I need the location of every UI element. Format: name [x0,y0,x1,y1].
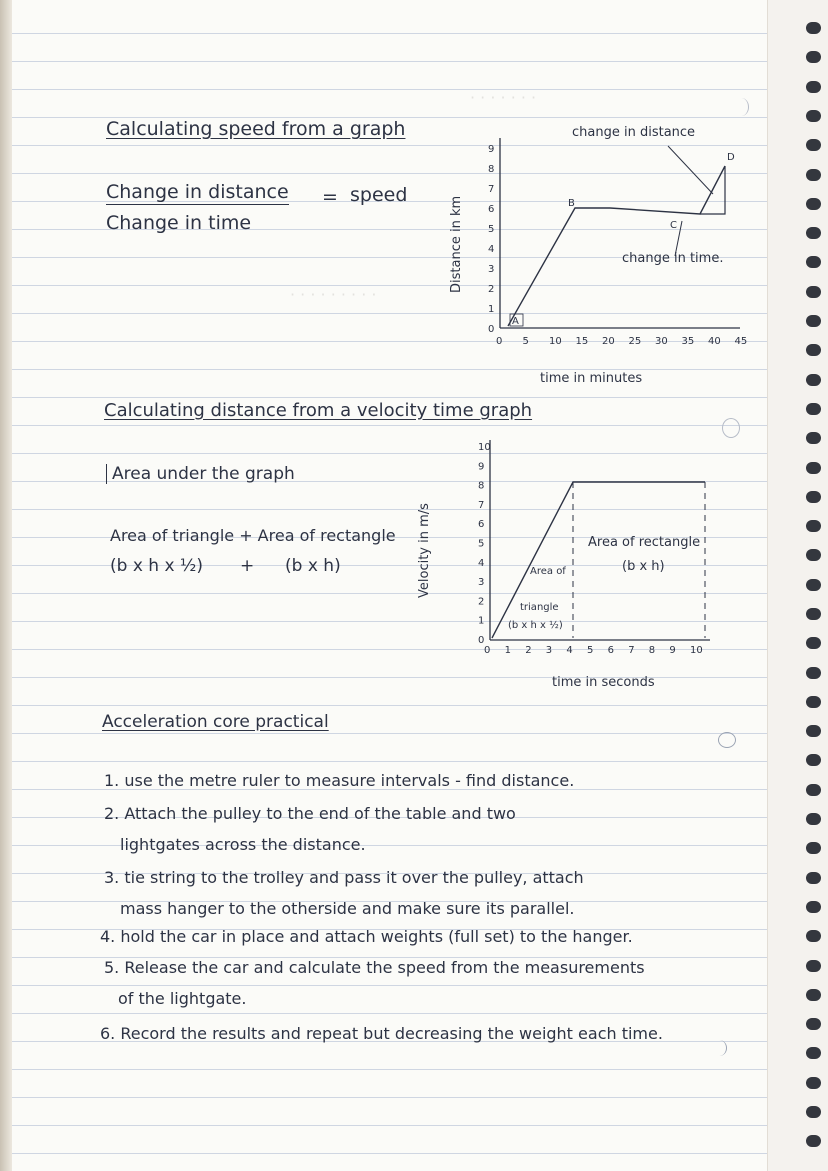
practical-step: 1. use the metre ruler to measure intervals - find distance. [104,771,575,790]
graph2-y-tick-label: 3 [478,577,485,589]
graph1-x-tick-label: 25 [628,336,642,347]
practical-step: of the lightgate. [118,989,247,1008]
graph2-velocity-line [492,482,705,638]
graph1-y-tick-label: 0 [488,324,495,335]
graph1-y-tick-label: 9 [488,144,495,155]
graph1-y-tick-label: 6 [488,204,495,215]
note-area-sum: Area of triangle + Area of rectangle [110,526,396,545]
binding-hole [806,81,821,93]
formula-result: speed [350,184,408,206]
graph1-x-tick-label: 30 [655,336,668,347]
graph1-y-tick-label: 3 [488,264,495,275]
binding-hole [806,520,821,532]
binding-hole [806,1018,821,1030]
graph2-x-tick-label: 10 [690,645,703,656]
binding-hole [806,1047,821,1059]
doodle-arc [734,98,749,116]
graph1-x-tick-label: 35 [681,336,695,347]
formula-denominator: Change in time [106,212,252,234]
point-c-label: C [670,220,677,231]
annotation-change-in-distance: change in distance [572,125,696,140]
graph1-y-tick-label: 8 [488,164,495,175]
binding-hole [806,579,821,591]
binding-hole [806,491,821,503]
binding-hole [806,462,821,474]
graph2-y-tick-label: 4 [478,557,485,569]
note-triangle-formula: (b x h x ½) [110,556,204,576]
annotation-change-in-time: change in time. [622,251,724,266]
graph2-y-tick-label: 2 [478,596,485,608]
binding-hole [806,667,821,679]
graph2-x-axis-label: time in seconds [552,675,655,690]
graph1-x-tick-label: 20 [602,336,615,347]
practical-step: 2. Attach the pulley to the end of the table and two [104,804,516,823]
binding-hole [806,872,821,884]
graph2-x-tick-label: 7 [628,645,635,656]
binding-hole [806,960,821,972]
graph2-y-tick-label: 5 [478,538,485,550]
annotation-arrow-top [668,146,713,194]
triangle-label-line3: (b x h x ½) [508,620,563,631]
binding-hole [806,725,821,737]
show-through-text: · · · · · · · · · [290,285,377,304]
point-a-label: A [512,316,519,327]
velocity-time-graph [400,428,730,693]
graph2-y-axis-label: Velocity in m/s [417,503,432,598]
binding-hole [806,432,821,444]
note-rectangle-formula: (b x h) [285,556,341,576]
binding-hole [806,1106,821,1118]
binding-hole [806,374,821,386]
graph2-x-tick-label: 4 [566,645,573,656]
graph2-x-tick-label: 2 [525,645,532,656]
graph2-x-tick-label: 9 [669,645,676,656]
binding-hole [806,813,821,825]
graph1-y-tick-label: 5 [488,224,495,235]
binding-hole [806,227,821,239]
graph2-y-tick-label: 8 [478,480,485,492]
formula-equals: = [322,186,338,208]
practical-step: 4. hold the car in place and attach weights (full set) to the hanger. [100,927,633,946]
graph2-y-tick-label: 6 [478,519,485,531]
graph1-y-axis-label: Distance in km [449,195,464,293]
binding-hole [806,286,821,298]
page-edge [0,0,12,1171]
binding-hole [806,1135,821,1147]
binding-hole [806,989,821,1001]
binding-hole [806,403,821,415]
binding-hole [806,344,821,356]
practical-step: mass hanger to the otherside and make sure its parallel. [120,899,575,918]
graph2-y-tick-label: 0 [478,635,485,646]
note-area-under-graph: Area under the graph [106,464,295,484]
graph2-x-tick-label: 8 [648,645,656,656]
section-title-acceleration: Acceleration core practical [102,712,329,732]
graph1-x-tick-label: 15 [575,336,589,347]
doodle-arc [712,1040,727,1056]
binding-hole [806,169,821,181]
graph1-x-tick-label: 5 [522,336,529,347]
graph2-x-tick-label: 6 [607,645,614,656]
practical-step: lightgates across the distance. [120,835,366,854]
point-b-label: B [568,198,575,209]
binding-hole [806,110,821,122]
graph1-y-tick-label: 2 [488,284,495,295]
graph2-x-tick-label: 0 [484,645,491,656]
graph2-y-tick-label: 7 [478,499,485,511]
binding-hole [806,198,821,210]
binding-hole [806,754,821,766]
graph1-y-tick-label: 4 [488,244,495,255]
binding-hole [806,51,821,63]
note-plus: + [240,556,255,576]
binding-hole [806,549,821,561]
binding-hole [806,608,821,620]
graph2-x-tick-label: 1 [504,645,511,656]
binding-hole [806,256,821,268]
graph1-x-tick-label: 10 [549,336,562,347]
binding-hole [806,784,821,796]
graph1-y-tick-label: 1 [488,304,495,315]
graph1-x-tick-label: 0 [496,336,503,347]
graph2-y-tick-label: 10 [478,442,491,453]
binding-hole [806,930,821,942]
graph1-x-axis-label: time in minutes [540,371,643,386]
rectangle-label-line1: Area of rectangle [588,535,701,550]
binding-hole [806,842,821,854]
graph2-x-tick-label: 5 [587,645,594,656]
section-title-velocity: Calculating distance from a velocity time graph [104,400,533,421]
point-d-label: D [727,152,735,163]
binding-hole [806,22,821,34]
triangle-label-line2: triangle [520,602,559,613]
triangle-label-line1: Area of [530,566,566,577]
practical-step: 6. Record the results and repeat but decreasing the weight each time. [100,1024,663,1043]
section-title-speed: Calculating speed from a graph [106,118,406,140]
binding-hole [806,696,821,708]
binding-hole [806,901,821,913]
practical-step: 3. tie string to the trolley and pass it over the pulley, attach [104,868,584,887]
binding-hole [806,315,821,327]
formula-numerator: Change in distance [106,181,289,203]
graph1-x-tick-label: 40 [708,336,721,347]
graph1-y-tick-label: 7 [488,184,495,195]
graph2-x-tick-label: 3 [545,645,553,656]
graph1-x-tick-label: 45 [734,336,748,347]
doodle-circle [718,732,736,748]
binding-hole [806,1077,821,1089]
graph2-y-tick-label: 1 [478,615,485,627]
doodle-circle [722,418,740,438]
distance-time-graph [430,118,770,393]
graph1-line [508,166,725,326]
rectangle-label-line2: (b x h) [622,559,665,574]
practical-step: 5. Release the car and calculate the speed from the measurements [104,958,645,977]
binding-hole [806,637,821,649]
show-through-text: · · · · · · · [470,88,537,107]
binding-hole [806,139,821,151]
graph2-y-tick-label: 9 [478,461,485,473]
